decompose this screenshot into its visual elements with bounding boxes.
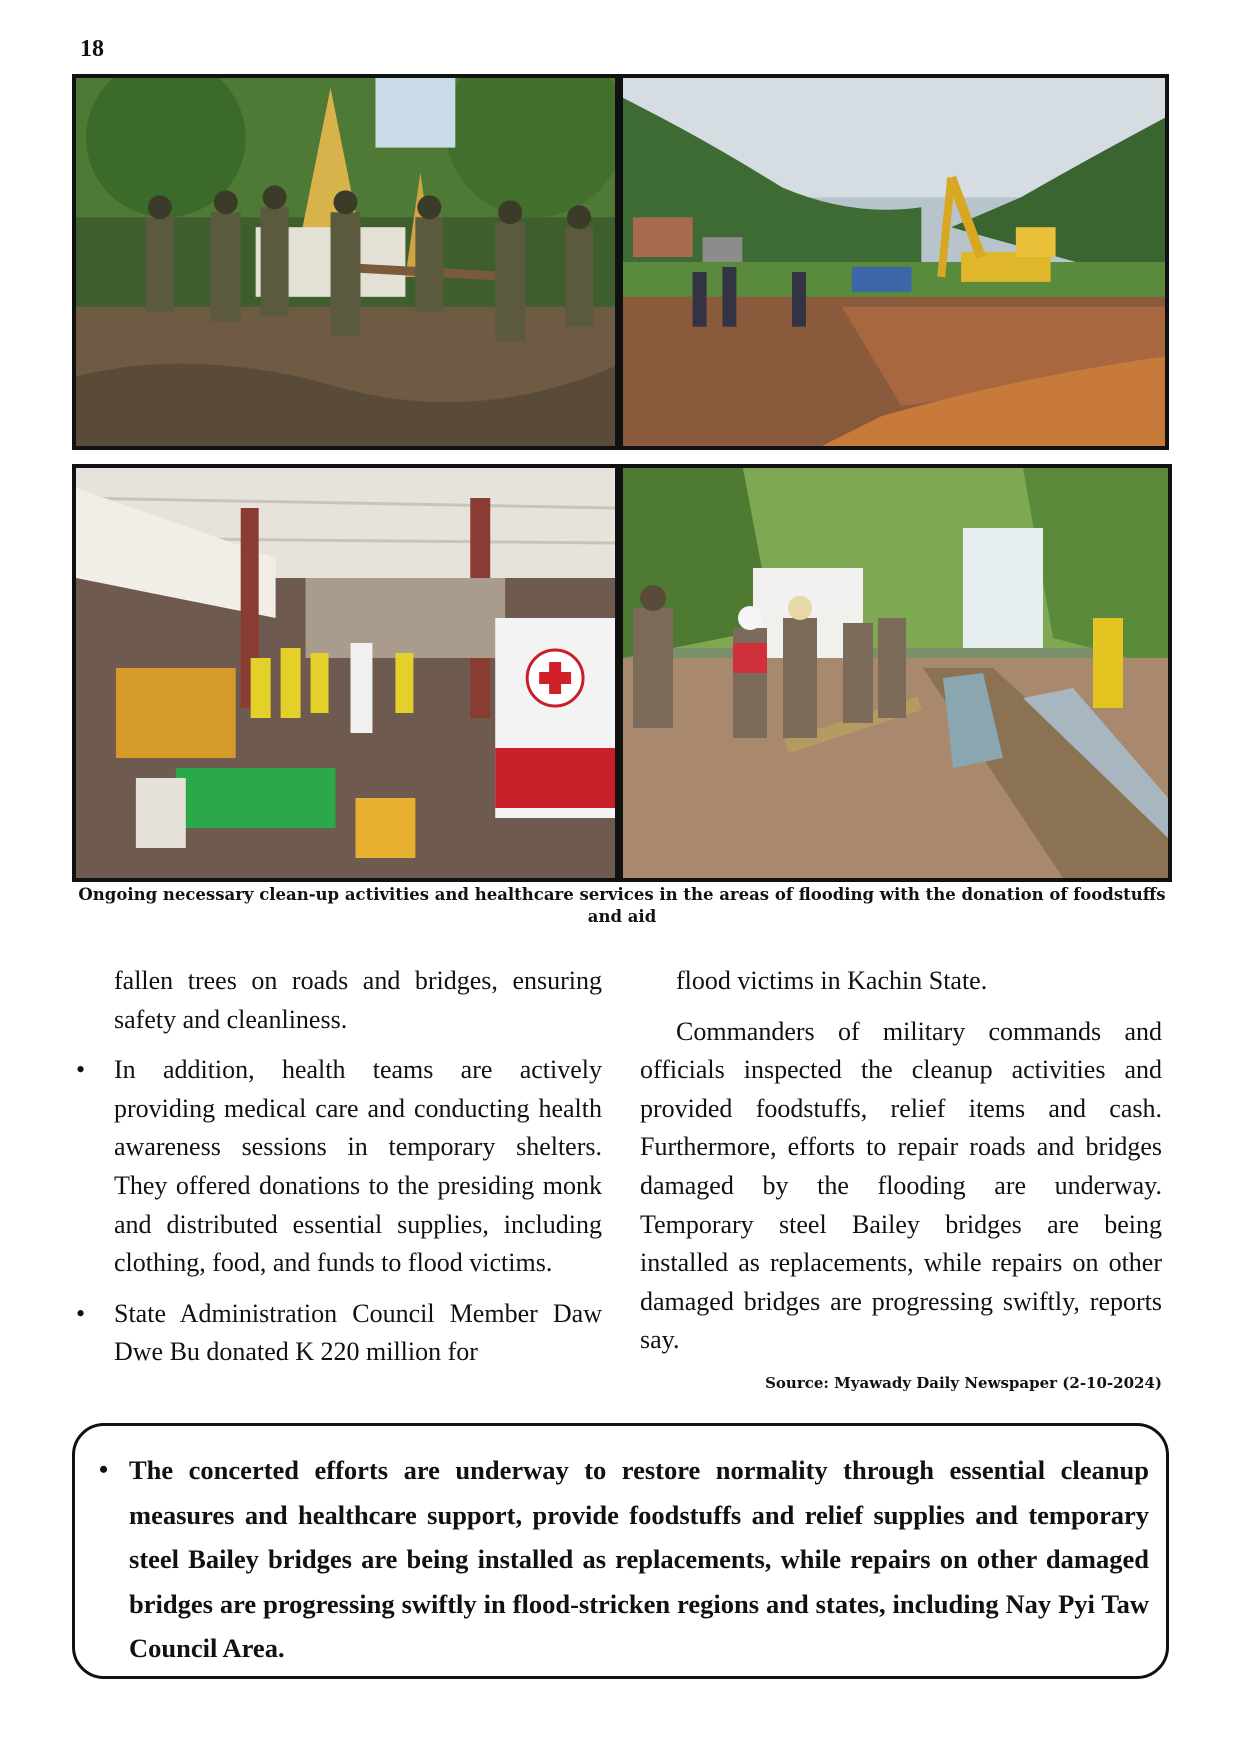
excavator-repairing-road-photo [619, 74, 1169, 450]
right-column [640, 962, 1162, 1394]
photo-caption: Ongoing necessary clean-up activities and healthcare services in the areas of flooding with the donation of foodstuffs and aid [78, 885, 1166, 926]
summary-box [72, 1423, 1169, 1679]
relief-hall-distribution-photo [72, 464, 619, 882]
left-continuation-text: fallen trees on roads and bridges, ensuring safety and cleanliness. [114, 966, 602, 1034]
bullet-text: In addition, health teams are actively providing medical care and conducting health awareness sessions in temporary shelters. They offered donations to the presiding monk and distributed essential supplies, including clothing, food, and funds to flood victims. [114, 1055, 602, 1278]
left-column [72, 962, 602, 1372]
sac-member-bullet [72, 1295, 602, 1372]
bullet-text: State Administration Council Member Daw Dwe Bu donated K 220 million for [114, 1298, 602, 1367]
soldiers-clearing-debris-photo [72, 74, 619, 450]
bullet-marker: • [76, 1298, 86, 1328]
health-teams-bullet [72, 1051, 602, 1283]
bullet-marker: • [76, 1055, 86, 1085]
right-continuation-text: flood victims in Kachin State. [676, 966, 988, 995]
source-citation: Source: Myawady Daily Newspaper (2-10-2024) [765, 1373, 1162, 1392]
commanders-paragraph: Commanders of military commands and officials inspected the cleanup activities and provided foodstuffs, relief items and cash. Furthermore, efforts to repair roads and bridges damaged by the flooding are underway. Temporary steel Bailey bridges are being installed as replacements, while repairs on other damaged bridges are progressing swiftly, reports say. [640, 1016, 1162, 1355]
boat-aid-delivery-photo [619, 464, 1172, 882]
page-number: 18 [80, 36, 104, 62]
summary-text: The concerted efforts are underway to restore normality through essential cleanup measures and healthcare support, provide foodstuffs and relief supplies and temporary steel Bailey bridges are being installed as replacements, while repairs on other damaged bridges are progressing swiftly in flood-stricken regions and states, including Nay Pyi Taw Council Area. [129, 1455, 1149, 1663]
summary-bullet-marker: • [99, 1455, 109, 1484]
